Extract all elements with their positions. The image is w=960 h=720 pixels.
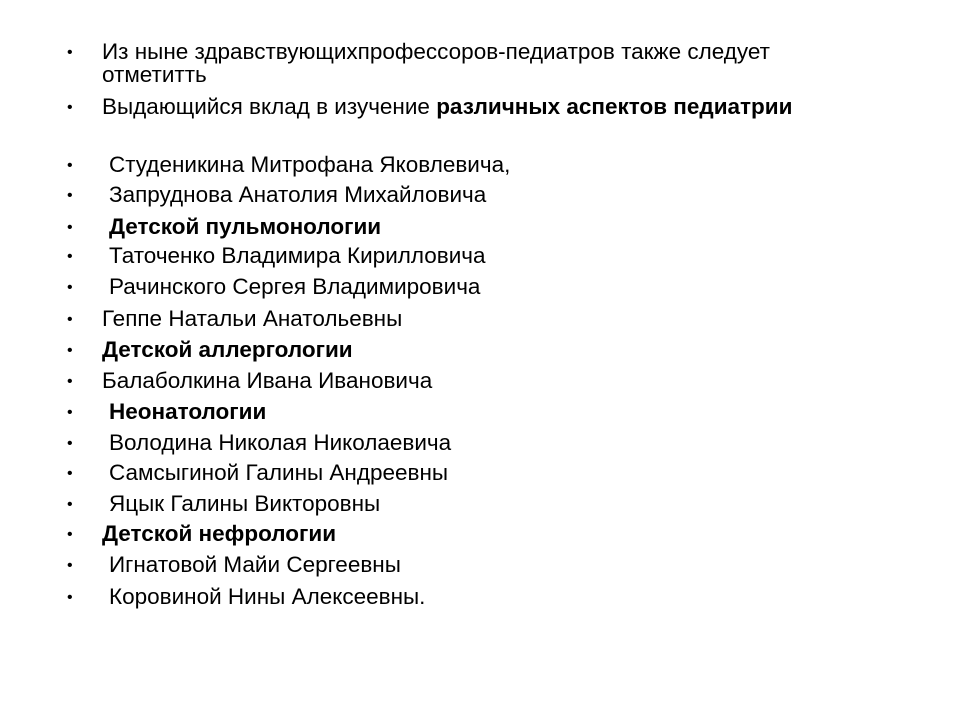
- bullet-dot-icon: •: [67, 404, 73, 421]
- bold-text-segment: Неонатологии: [109, 399, 267, 424]
- bullet-text: [109, 461, 809, 484]
- bullet-dot-icon: •: [67, 157, 73, 174]
- text-segment: Выдающийся вклад в изучение: [102, 94, 437, 119]
- text-segment: Володина Николая Николаевича: [109, 430, 452, 455]
- text-segment: Из ныне здравствующихпрофессоров-педиатров также следует отметитть: [102, 39, 770, 87]
- bullet-dot-icon: •: [67, 99, 73, 116]
- bullet-dot-icon: •: [67, 44, 73, 61]
- text-segment: Геппе Натальи Анатольевны: [102, 306, 403, 331]
- bullet-text: [109, 183, 809, 206]
- text-segment: Самсыгиной Галины Андреевны: [109, 460, 449, 485]
- bullet-text: [109, 275, 809, 298]
- bullet-dot-icon: •: [67, 589, 73, 606]
- text-segment: Студеникина Митрофана Яковлевича,: [109, 152, 511, 177]
- bullet-dot-icon: •: [67, 557, 73, 574]
- text-segment: Запруднова Анатолия Михайловича: [109, 182, 487, 207]
- bullet-text: [109, 244, 809, 267]
- bullet-text: [109, 492, 809, 515]
- text-segment: Игнатовой Майи Сергеевны: [109, 552, 401, 577]
- bullet-dot-icon: •: [67, 435, 73, 452]
- bullet-dot-icon: •: [67, 219, 73, 236]
- bullet-dot-icon: •: [67, 465, 73, 482]
- bold-text-segment: Детской нефрологии: [102, 521, 337, 546]
- bullet-text: [109, 431, 809, 454]
- bullet-dot-icon: •: [67, 496, 73, 513]
- text-segment: Коровиной Нины Алексеевны.: [109, 584, 426, 609]
- bullet-text: [109, 215, 809, 238]
- bold-text-segment: Детской аллергологии: [102, 337, 353, 362]
- bullet-text: [102, 522, 802, 545]
- bullet-text: [102, 369, 802, 392]
- text-segment: Таточенко Владимира Кирилловича: [109, 243, 486, 268]
- bullet-text: [102, 307, 802, 330]
- bullet-text: [109, 553, 809, 576]
- bullet-text: [109, 400, 809, 423]
- bold-text-segment: Детской пульмонологии: [109, 214, 382, 239]
- bullet-dot-icon: •: [67, 342, 73, 359]
- bullet-dot-icon: •: [67, 373, 73, 390]
- bullet-dot-icon: •: [67, 187, 73, 204]
- bold-text-segment: различных аспектов педиатрии: [436, 94, 793, 119]
- bullet-dot-icon: •: [67, 311, 73, 328]
- bullet-dot-icon: •: [67, 279, 73, 296]
- bullet-text: [102, 95, 802, 118]
- bullet-dot-icon: •: [67, 248, 73, 265]
- text-segment: Яцык Галины Викторовны: [109, 491, 381, 516]
- text-segment: Рачинского Сергея Владимировича: [109, 274, 481, 299]
- bullet-text: [109, 585, 809, 608]
- bullet-text: [102, 40, 802, 86]
- bullet-dot-icon: •: [67, 526, 73, 543]
- text-segment: Балаболкина Ивана Ивановича: [102, 368, 433, 393]
- bullet-text: [109, 153, 809, 176]
- bullet-text: [102, 338, 802, 361]
